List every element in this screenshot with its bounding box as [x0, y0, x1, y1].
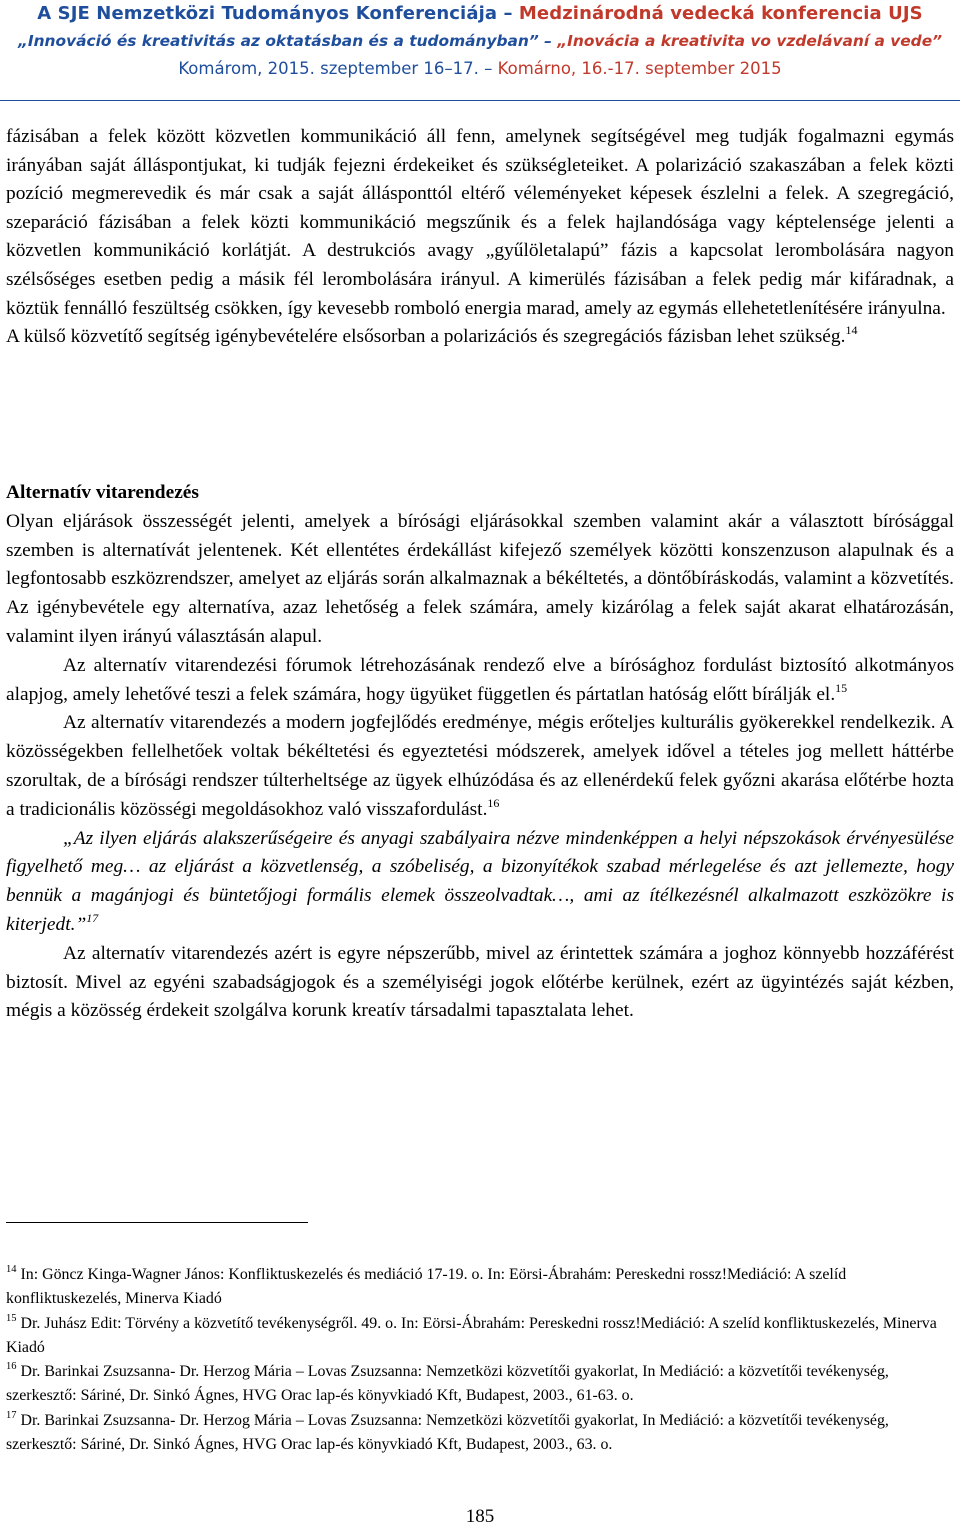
- header-date-hu: Komárom, 2015. szeptember 16–17. –: [178, 59, 498, 78]
- section-paragraph-1: Olyan eljárások összességét jelenti, amelyek a bírósági eljárásokkal szemben valamint akár a választott bírósággal szemben is alternatívát jelentenek. Két ellentétes érdekállást kifejező személyek közötti konszenzuson alapulnak és a legfontosabb eszközrendszer, amelyet az eljárás során alkalmaznak a békéltetés, a döntőbíráskodás, valamint a közvetítés. Az igénybevétele egy alternatíva, azaz lehetőség a felek számára, amely kizárólag a felek saját akarat elhatározásán, valamint ilyen irányú választásán alapul.: [6, 510, 954, 647]
- intro-paragraph: [6, 123, 954, 323]
- header-line-3: [0, 57, 960, 81]
- header-title-sk: Medzinárodná vedecká konferencia UJS: [518, 3, 923, 24]
- footnote-text: In: Göncz Kinga-Wagner János: Konfliktuskezelés és mediáció 17-19. o. In: Eörsi-Ábrahám: Pereskedni rossz!Mediáció: A szelíd konfliktuskezelés, Minerva Kiadó: [6, 1266, 847, 1308]
- footnote-text: Dr. Juhász Edit: Törvény a közvetítő tevékenységről. 49. o. In: Eörsi-Ábrahám: Pereskedni rossz!Mediáció: A szelíd konfliktuskezelés, Minerva Kiadó: [6, 1314, 937, 1356]
- footnote-text: Dr. Barinkai Zsuzsanna- Dr. Herzog Mária – Lovas Zsuzsanna: Nemzetközi közvetítői gyakorlat, In Mediáció: a közvetítői tevékenység, szerkesztő: Sáriné, Dr. Sinkó Ágnes, HVG Orac lap-és könyvkiadó Kft, Budapest, 2003., 63. o.: [6, 1411, 889, 1454]
- header-divider: [0, 100, 960, 101]
- block-quote: [6, 825, 954, 940]
- section-paragraph-3-text: Az alternatív vitarendezés a modern jogfejlődés eredménye, mégis erőteljes kulturális gyökerekkel rendelkezik. A közösségekben fellelhetőek voltak békéltetési és egyeztetési módszerek, amelyek idővel a tételes jog mellett háttérbe szorultak, de a bírósági rendszer túlterheltsége az ügyek elhúzódása és az ellenérdekű felek győzni akarása előtérbe hozta a tradicionális közösségi megoldásokhoz való visszafordulást.: [6, 712, 954, 820]
- section-heading: Alternatív vitarendezés: [6, 482, 199, 503]
- footnote-number: 14: [6, 1264, 17, 1275]
- footnote-ref-15[interactable]: 15: [835, 680, 848, 695]
- header-subtitle-hu: „Innováció és kreativitás az oktatásban és a tudományban” –: [17, 32, 558, 50]
- intro-text: [6, 123, 954, 352]
- footnote-ref-16[interactable]: 16: [487, 795, 500, 810]
- header-line-2: [0, 30, 960, 52]
- intro-paragraph-text: fázisában a felek között közvetlen kommunikáció áll fenn, amelynek segítségével meg tudják fogalmazni egymás irányában saját álláspontjukat, ki tudják fejezni érdekeiket és szükségleteiket. A polarizáció szakaszában a felek közti pozíció megmerevedik és már csak a saját állásponttól eltérő véleményeket képesek észlelni a felek. A szegregáció, szeparáció fázisában a felek közti kommunikáció megszűnik és a felek hajlandósága vagy képtelensége jelenti a közvetlen kommunikáció korlátját. A destrukciós avagy „gyűlöletalapú” fázis a kapcsolat lerombolására nagyon szélsőséges esetben pedig a másik fél lerombolására irányul. A kimerülés fázisában a felek pedig már kifáradnak, a köztük fennálló feszültség csökken, így kevesebb romboló energia marad, amely az egymás ellehetetlenítésére irányulna.: [6, 126, 954, 319]
- footnote-17: [6, 1409, 954, 1458]
- footnote-ref-14[interactable]: 14: [845, 323, 858, 338]
- header-line-1: [0, 2, 960, 26]
- footnote-number: 17: [6, 1409, 17, 1421]
- footnotes: [6, 1263, 954, 1457]
- section-paragraph-4: Az alternatív vitarendezés azért is egyre népszerűbb, mivel az érintettek számára a joghoz könnyebb hozzáférést biztosít. Mivel az egyéni szabadságjogok és a személyiségi jogok előtérbe kerülnek, ezért az ügyintézés saját kézben, mégis a közösség érdekeit szolgálva korunk kreatív társadalmi tapasztalata lehet.: [6, 942, 954, 1022]
- footnote-number: 15: [6, 1312, 17, 1324]
- intro-paragraph-2-text: A külső közvetítő segítség igénybevételére elsősorban a polarizációs és szegregációs fázisban lehet szükség.: [6, 326, 846, 348]
- header-title-hu: A SJE Nemzetközi Tudományos Konferenciája –: [37, 3, 519, 24]
- section-paragraph-3: [6, 709, 954, 824]
- footnote-number: 16: [6, 1361, 17, 1373]
- footnote-ref-17[interactable]: 17: [86, 910, 99, 925]
- section-paragraph-2: [6, 652, 954, 710]
- header-date-sk: Komárno, 16.-17. september 2015: [497, 59, 782, 78]
- footnote-14: [6, 1263, 954, 1312]
- footnote-text: Dr. Barinkai Zsuzsanna- Dr. Herzog Mária – Lovas Zsuzsanna: Nemzetközi közvetítői gyakorlat, In Mediáció: a közvetítői tevékenység, szerkesztő: Sáriné, Dr. Sinkó Ágnes, HVG Orac lap-és könyvkiadó Kft, Budapest, 2003., 61-63. o.: [6, 1363, 889, 1405]
- footnote-15: [6, 1312, 954, 1361]
- section-alternative-dispute: [6, 479, 954, 1026]
- conference-header: [0, 0, 960, 104]
- section-paragraph-2-text: Az alternatív vitarendezési fórumok létrehozásának rendező elve a bírósághoz fordulást biztosító alkotmányos alapjog, amely lehetővé teszi a felek számára, hogy ügyüket független és pártatlan hatóság előtt bírálják el.: [6, 654, 954, 705]
- page-number: 185: [465, 1506, 495, 1527]
- block-quote-text: „Az ilyen eljárás alakszerűségeire és anyagi szabályaira nézve mindenképpen a helyi népszokások érvényesülése figyelhető meg… az eljárást a közvetlenség, a szóbeliség, a bizonyítékok szabad mérlegelése és azt jellemezte, hogy bennük a magánjogi és büntetőjogi formális elemek összeolvadtak…, ami az ítélkezésnél alkalmazott eszközökre is kiterjedt.”: [6, 827, 954, 935]
- footnote-divider: [6, 1222, 308, 1223]
- intro-paragraph-2: [6, 323, 954, 352]
- footnote-16: [6, 1360, 954, 1409]
- header-subtitle-sk: „Inovácia a kreativita vo vzdelávaní a vede”: [557, 32, 943, 50]
